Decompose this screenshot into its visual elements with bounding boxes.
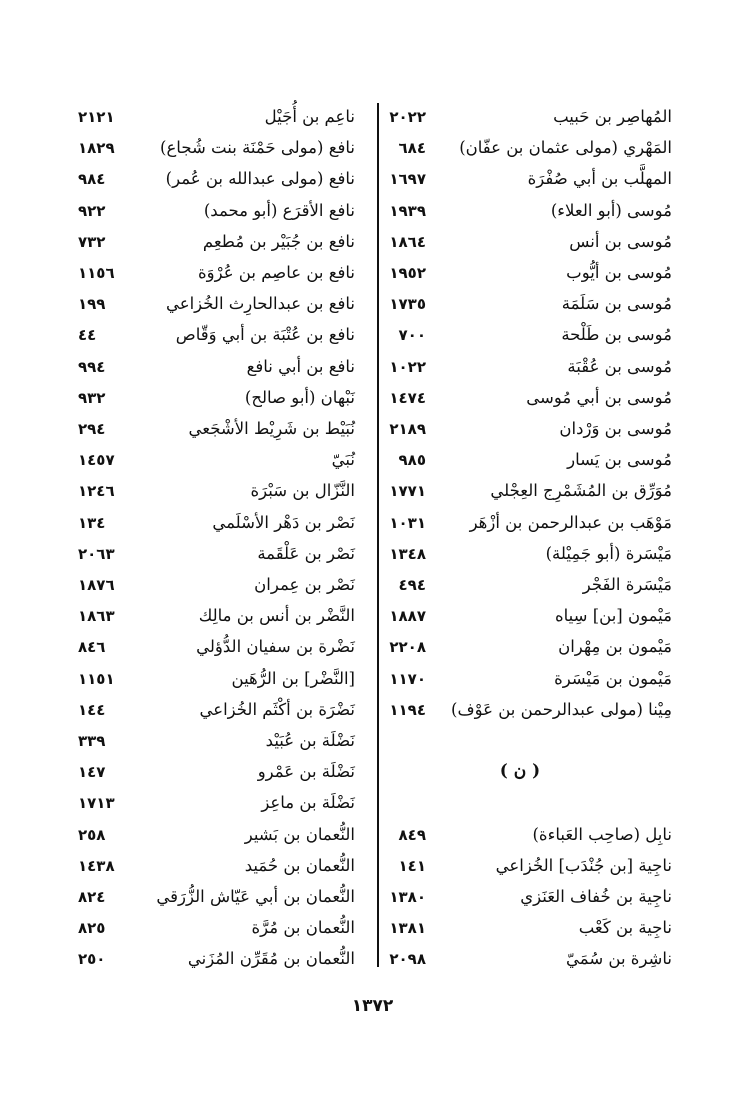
entry-number: ١٣٨١ xyxy=(389,919,426,937)
entry-name: نَصْر بن عَلْقَمة xyxy=(257,544,355,563)
entry-name: نافع بن عُتْبَة بن أبي وَقّاص xyxy=(175,325,355,344)
entry-number: ١٨٧٦ xyxy=(78,576,115,594)
entry-number: ٧٣٢ xyxy=(78,233,106,251)
entry-name: نَصْر بن عِمران xyxy=(254,575,355,594)
entry-name: المهلَّب بن أبي صُفْرَة xyxy=(527,169,672,188)
entry-number: ١٧٣٥ xyxy=(389,295,426,313)
entry-name: نُبَيّ xyxy=(331,450,355,469)
entry-number: ١٩٣٩ xyxy=(389,202,426,220)
entry-number: ٨٤٦ xyxy=(78,638,106,656)
entry-number: ٤٩٤ xyxy=(398,576,426,594)
entry-number: ١٩٥٢ xyxy=(389,264,426,282)
entry-number: ١٨٢٩ xyxy=(78,139,115,157)
entry-name: مُوسى بن عُقْبَة xyxy=(567,357,672,376)
entry-name: مُوسى بن وَرْدان xyxy=(559,419,672,438)
entry-name: مَيْسَرة الفَجْر xyxy=(582,575,672,594)
entry-number: ٢٢٠٨ xyxy=(389,638,426,656)
page-number: ١٣٧٢ xyxy=(351,996,394,1016)
entry-number: ٢١٨٩ xyxy=(389,420,426,438)
entry-name: نَضْلَة بن عَمْرو xyxy=(257,762,355,781)
entry-name: نَصْر بن دَهْر الأسْلَمي xyxy=(212,513,355,532)
entry-number: ١٤١ xyxy=(398,857,426,875)
entry-name: نَضْلَة بن عُبَيْد xyxy=(265,731,355,750)
entry-number: ١١٩٤ xyxy=(389,701,426,719)
entry-name: النُّعمان بن أبي عَيّاش الزُّرَقي xyxy=(156,887,355,906)
entry-number: ٣٣٩ xyxy=(78,732,106,750)
entry-number: ١١٥٦ xyxy=(78,264,115,282)
entry-number: ٤٤ xyxy=(78,326,97,344)
entry-name: النُّعمان بن مُرَّة xyxy=(251,918,355,937)
entry-name: مَوْهَب بن عبدالرحمن بن أزْهَر xyxy=(469,513,672,532)
entry-number: ١٧١٣ xyxy=(78,794,115,812)
entry-number: ٦٨٤ xyxy=(398,139,426,157)
entry-name: ناجِية بن خُفاف العَنَزي xyxy=(520,887,672,906)
entry-name: النَّضْر بن أنس بن مالِك xyxy=(198,606,355,625)
entry-number: ٨٤٩ xyxy=(398,826,426,844)
entry-name: مُوسى بن أنس xyxy=(569,232,672,251)
entry-name: نافع (مولى حَمْنَة بنت شُجاع) xyxy=(160,138,355,157)
entry-number: ٩٢٢ xyxy=(78,202,106,220)
entry-number: ٩٩٤ xyxy=(78,358,106,376)
entry-name: مُوسى بن أبي مُوسى xyxy=(526,388,672,407)
entry-number: ٢٠٩٨ xyxy=(389,950,426,968)
entry-name: مُوسى (أبو العلاء) xyxy=(550,201,672,220)
entry-name: النُّعمان بن حُمَيد xyxy=(244,856,355,875)
entry-name: نُبَيْط بن شَرِيْط الأشْجَعي xyxy=(188,419,355,438)
entry-number: ١١٥١ xyxy=(78,670,115,688)
entry-name: نافع بن أبي نافع xyxy=(246,357,355,376)
entry-number: ٧٠٠ xyxy=(398,326,426,344)
entry-number: ١٢٤٦ xyxy=(78,482,115,500)
entry-name: مُوسى بن أيُّوب xyxy=(566,263,672,282)
entry-name: نَضْرة بن سفيان الدُّؤلي xyxy=(196,637,355,656)
entry-number: ١٩٩ xyxy=(78,295,106,313)
entry-name: نافع بن جُبَيْر بن مُطعِم xyxy=(202,232,355,251)
entry-number: ١٨٦٣ xyxy=(78,607,115,625)
entry-number: ١٣٤ xyxy=(78,514,106,532)
entry-name: مُوسى بن طَلْحة xyxy=(561,325,672,344)
entry-number: ٨٢٥ xyxy=(78,919,106,937)
entry-number: ٢٠٦٣ xyxy=(78,545,115,563)
entry-number: ١٤٣٨ xyxy=(78,857,115,875)
entry-number: ١٤٧٤ xyxy=(389,389,426,407)
entry-number: ٢٥٨ xyxy=(78,826,106,844)
entry-number: ١٧٧١ xyxy=(389,482,426,500)
entry-name: مَيْمون بن مِهْران xyxy=(558,637,672,656)
entry-name: مَيْمون بن مَيْسَرة xyxy=(554,669,672,688)
entry-name: ناشِرة بن سُمَيّ xyxy=(566,949,672,968)
entry-name: نَضْلَة بن ماعِز xyxy=(261,793,355,812)
entry-number: ١٤٤ xyxy=(78,701,106,719)
entry-number: ١٦٩٧ xyxy=(389,170,426,188)
entry-name: مُوَرِّق بن المُشَمْرِج العِجْلي xyxy=(490,481,672,500)
entry-name: مُوسى بن يَسار xyxy=(567,450,672,469)
entry-name: مَيْسَرة (أبو جَمِيْلة) xyxy=(545,544,672,563)
entry-number: ١١٧٠ xyxy=(389,670,426,688)
entry-name: ناجِية بن كَعْب xyxy=(578,918,672,937)
entry-number: ٢١٢١ xyxy=(78,108,115,126)
entry-number: ٢٩٤ xyxy=(78,420,106,438)
entry-name: مَيْمون [بن] سِياه xyxy=(555,606,672,625)
entry-number: ١٤٥٧ xyxy=(78,451,115,469)
entry-number: ٢٠٢٢ xyxy=(389,108,426,126)
entry-number: ١٣٨٠ xyxy=(389,888,426,906)
entry-number: ٩٨٤ xyxy=(78,170,106,188)
entry-number: ٩٨٥ xyxy=(398,451,426,469)
entry-number: ١٤٧ xyxy=(78,763,106,781)
entry-number: ١٠٣١ xyxy=(389,514,426,532)
entry-name: [النَّضْر] بن الرُّهَين xyxy=(231,669,355,688)
entry-name: ناجِية [بن جُنْدَب] الخُزاعي xyxy=(495,856,672,875)
entry-name: نافع (مولى عبدالله بن عُمر) xyxy=(165,169,355,188)
entry-name: مِيْنا (مولى عبدالرحمن بن عَوْف) xyxy=(451,700,672,719)
entry-name: المَهْري (مولى عثمان بن عفّان) xyxy=(459,138,672,157)
entry-name: المُهاصِر بن حَبيب xyxy=(553,107,672,126)
entry-name: نابِل (صاحِب العَباءة) xyxy=(532,825,672,844)
entry-number: ٨٢٤ xyxy=(78,888,106,906)
entry-name: النُّعمان بن مُقَرِّن المُزَني xyxy=(187,949,355,968)
entry-name: النُّعمان بن بَشير xyxy=(244,825,355,844)
entry-name: نافع بن عبدالحارِث الخُزاعي xyxy=(165,294,355,313)
entry-name: ناعِم بن أُجَيْل xyxy=(264,107,355,126)
entry-number: ١٨٨٧ xyxy=(389,607,426,625)
entry-number: ٩٣٢ xyxy=(78,389,106,407)
entry-name: النَّزّال بن سَبْرَة xyxy=(250,481,355,500)
entry-name: نافع بن عاصِم بن عُرْوَة xyxy=(198,263,355,282)
section-heading: ( ن ) xyxy=(499,761,541,781)
entry-name: نافع الأقرَع (أبو محمد) xyxy=(203,201,355,220)
entry-name: نَبْهان (أبو صالح) xyxy=(244,388,355,407)
entry-number: ٢٥٠ xyxy=(78,950,106,968)
entry-number: ١٨٦٤ xyxy=(389,233,426,251)
entry-name: نَضْرَة بن أكْثَم الخُزاعي xyxy=(199,700,355,719)
entry-number: ١٠٢٢ xyxy=(389,358,426,376)
entry-name: مُوسى بن سَلَمَة xyxy=(561,294,672,313)
entry-number: ١٣٤٨ xyxy=(389,545,426,563)
